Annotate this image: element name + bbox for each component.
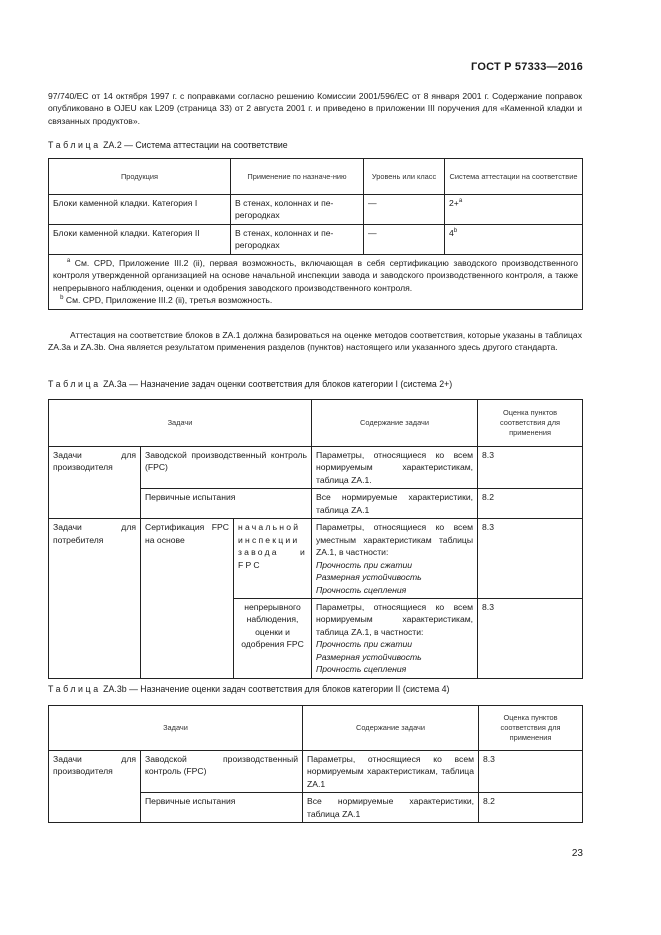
- footnote-mark: b: [60, 295, 64, 302]
- page-number: 23: [571, 848, 583, 859]
- caption-word: Таблица: [48, 684, 101, 694]
- table-header: Оценка пунктов соответствия для применения: [479, 706, 583, 751]
- clause-cell: 8.3: [479, 751, 583, 793]
- clause-cell: 8.3: [478, 519, 583, 599]
- system-cell: [445, 195, 583, 225]
- table-header: Уровень или класс: [364, 159, 445, 195]
- content-text: Параметры, относящиеся ко всем нормируемым характеристикам, таблица ZA.1, в частности:: [316, 601, 474, 637]
- task-cell: Сертификация FPC на основе: [141, 519, 234, 678]
- system-value: 2+: [449, 198, 459, 208]
- caption-text: ZA.3b — Назначение оценки задач соответствия для блоков категории II (система 4): [103, 684, 450, 694]
- characteristic-item: Размерная устойчивость: [316, 572, 422, 583]
- table-header: Содержание задачи: [303, 706, 479, 751]
- clause-cell: 8.2: [478, 489, 583, 519]
- task-group-cell: Задачи для производителя: [49, 447, 141, 519]
- footnote-mark: b: [453, 228, 458, 235]
- product-cell: Блоки каменной кладки. Категория I: [49, 195, 231, 225]
- task-cell: Первичные испытания: [141, 793, 303, 823]
- clause-cell: 8.2: [479, 793, 583, 823]
- characteristic-item: Прочность сцепления: [316, 664, 407, 675]
- usage-cell: В стенах, колоннах и пе-регородках: [231, 224, 364, 254]
- characteristic-item: Размерная устойчивость: [316, 651, 422, 662]
- content-cell: Параметры, относящиеся ко всем нормируемым характеристикам, таблица ZA.1.: [312, 447, 478, 489]
- characteristic-item: Прочность при сжатии: [316, 639, 413, 650]
- level-cell: —: [364, 195, 445, 225]
- system-value: 4: [449, 227, 454, 238]
- caption-text: ZA.3a — Назначение задач оценки соответствия для блоков категории I (система 2+): [103, 379, 453, 389]
- task-cell: Первичные испытания: [141, 489, 312, 519]
- content-text: Параметры, относящиеся ко всем уместным характеристикам таблицы ZA.1, в частности:: [316, 522, 474, 558]
- note-a-text: См. CPD, Приложение III.2 (ii), первая возможность, включающая в себя сертификацию заводского производственного контроля утвержденной организацией на основе начальной инспекции завода и заводского производственного контроля, а также непрерывного наблюдения, оценки и одобрения заводского производственного контроля.: [53, 257, 578, 293]
- table-za3a: [48, 399, 583, 679]
- task-group-cell: Задачи для производителя: [49, 751, 141, 823]
- note-b: [53, 294, 578, 306]
- table-za3a-caption: [48, 378, 452, 391]
- caption-text: ZA.2 — Система аттестации на соответствие: [103, 140, 288, 150]
- clause-cell: 8.3: [478, 447, 583, 489]
- product-cell: Блоки каменной кладки. Категория II: [49, 224, 231, 254]
- usage-cell: В стенах, колоннах и пе-регородках: [231, 195, 364, 225]
- content-cell: [312, 519, 478, 599]
- footnote-mark: a: [458, 198, 463, 205]
- content-cell: Параметры, относящиеся ко всем нормируемым характеристикам, таблица ZA.1: [303, 751, 479, 793]
- intro-paragraph: 97/740/ЕС от 14 октября 1997 г. с поправками согласно решению Комиссии 2001/596/ЕС от 8 января 2001 г. Содержание поправок опубликовано в OJEU как L209 (страница 33) от 2 августа 2001 г. и приведено в приложении III поручения для «Каменной кладки и связанных продуктов».: [48, 91, 582, 126]
- clause-cell: 8.3: [478, 598, 583, 678]
- task-cell: Заводской производственный контроль (FPC): [141, 447, 312, 489]
- content-cell: Все нормируемые характеристики, таблица ZA.1: [312, 489, 478, 519]
- table-header: Задачи: [49, 400, 312, 447]
- table-row: [49, 751, 583, 793]
- task-group-cell: Задачи для потребителя: [49, 519, 141, 678]
- content-cell: [312, 598, 478, 678]
- subtask-cell: начальной инспекции завода и FPC: [234, 519, 312, 599]
- table-row: [49, 447, 583, 489]
- table-row: [49, 519, 583, 599]
- table-row: [49, 195, 583, 225]
- table-header: Содержание задачи: [312, 400, 478, 447]
- table-za2-caption: [48, 139, 288, 152]
- table-header: Применение по назначе-нию: [231, 159, 364, 195]
- note-b-text: См. CPD, Приложение III.2 (ii), третья возможность.: [63, 295, 273, 306]
- footnote-mark: a: [66, 257, 71, 264]
- body-paragraph: Аттестация на соответствие блоков в ZA.1 должна базироваться на оценке методов соответствия, которые указаны в таблицах ZA.3a и ZA.3b. Она является результатом применения разделов (пунктов) настоящего или указанного здесь другого стандарта.: [48, 330, 582, 353]
- task-cell: Заводской производственный контроль (FPC): [141, 751, 303, 793]
- table-za3b: [48, 705, 583, 823]
- document-id: ГОСТ Р 57333—2016: [471, 61, 583, 73]
- table-header: Задачи: [49, 706, 303, 751]
- content-cell: Все нормируемые характеристики, таблица ZA.1: [303, 793, 479, 823]
- characteristic-item: Прочность при сжатии: [316, 559, 413, 570]
- caption-word: Таблица: [48, 379, 101, 389]
- table-row: [49, 224, 583, 254]
- table-za2: [48, 158, 583, 310]
- table-header: Система аттестации на соответствие: [445, 159, 583, 195]
- table-notes: [49, 254, 583, 309]
- system-cell: [445, 224, 583, 254]
- level-cell: —: [364, 224, 445, 254]
- table-header: Продукция: [49, 159, 231, 195]
- note-a: [53, 257, 578, 294]
- table-header: Оценка пунктов соответствия для применения: [478, 400, 583, 447]
- caption-word: Таблица: [48, 140, 101, 150]
- table-za3b-caption: [48, 683, 450, 696]
- characteristic-item: Прочность сцепления: [316, 584, 407, 595]
- subtask-cell: непрерывного наблюдения, оценки и одобрения FPC: [234, 598, 312, 678]
